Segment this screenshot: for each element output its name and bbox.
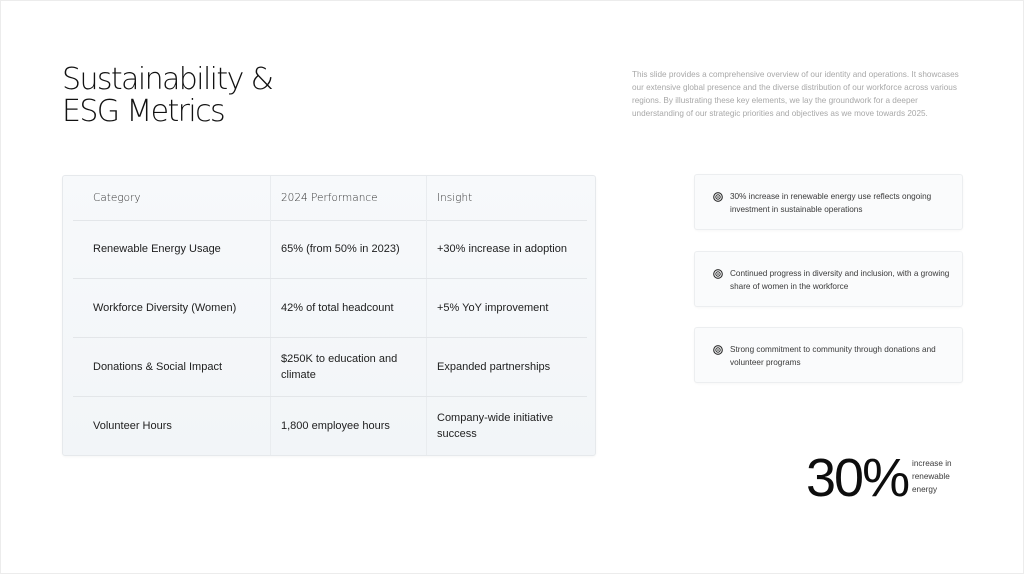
header-insight: Insight [437,192,473,204]
cell-performance: 42% of total headcount [271,279,427,337]
slide-title [62,64,382,128]
insight-card-diversity [694,251,963,307]
cell-insight: +5% YoY improvement [437,302,549,314]
target-icon [713,269,723,279]
insight-text: 30% increase in renewable energy use reflects ongoing investment in sustainable operations [730,192,932,214]
metrics-table [62,175,596,456]
title-line: ESG Metrics [62,94,225,129]
cell-category: Renewable Energy Usage [73,220,271,278]
cell-performance: 65% (from 50% in 2023) [271,220,427,278]
target-icon [713,192,723,202]
table-row [73,279,587,338]
header-category: Category [73,176,271,220]
intro-paragraph: This slide provides a comprehensive overview of our identity and operations. It showcases our extensive global presence and the diverse distribution of our workforce across various regions. By illustrating these key elements, we lay the groundwork for a deeper understanding of our strategic priorities and objectives as we move towards 2025. [632,70,959,118]
table-row [73,397,587,455]
insight-card-community [694,327,963,383]
table-row [73,338,587,397]
table-header-row [73,176,587,221]
title-line: Sustainability & [62,62,273,97]
highlight-value: 30% [806,448,909,508]
cell-category: Volunteer Hours [73,397,271,455]
cell-category: Donations & Social Impact [73,338,271,396]
target-icon [713,345,723,355]
cell-insight: Expanded partnerships [437,361,551,373]
cell-performance: $250K to education and climate [271,338,427,396]
insight-card-renewable [694,174,963,230]
highlight-caption: increase in renewable energy [912,459,952,494]
insight-text: Strong commitment to community through donations and volunteer programs [730,345,936,367]
table-row [73,220,587,279]
cell-insight: +30% increase in adoption [437,243,567,255]
cell-insight: Company-wide initiative success [437,412,554,440]
insight-text: Continued progress in diversity and inclusion, with a growing share of women in the workforce [730,269,950,291]
cell-category: Workforce Diversity (Women) [73,279,271,337]
header-performance: 2024 Performance [271,176,427,220]
cell-performance: 1,800 employee hours [271,397,427,455]
